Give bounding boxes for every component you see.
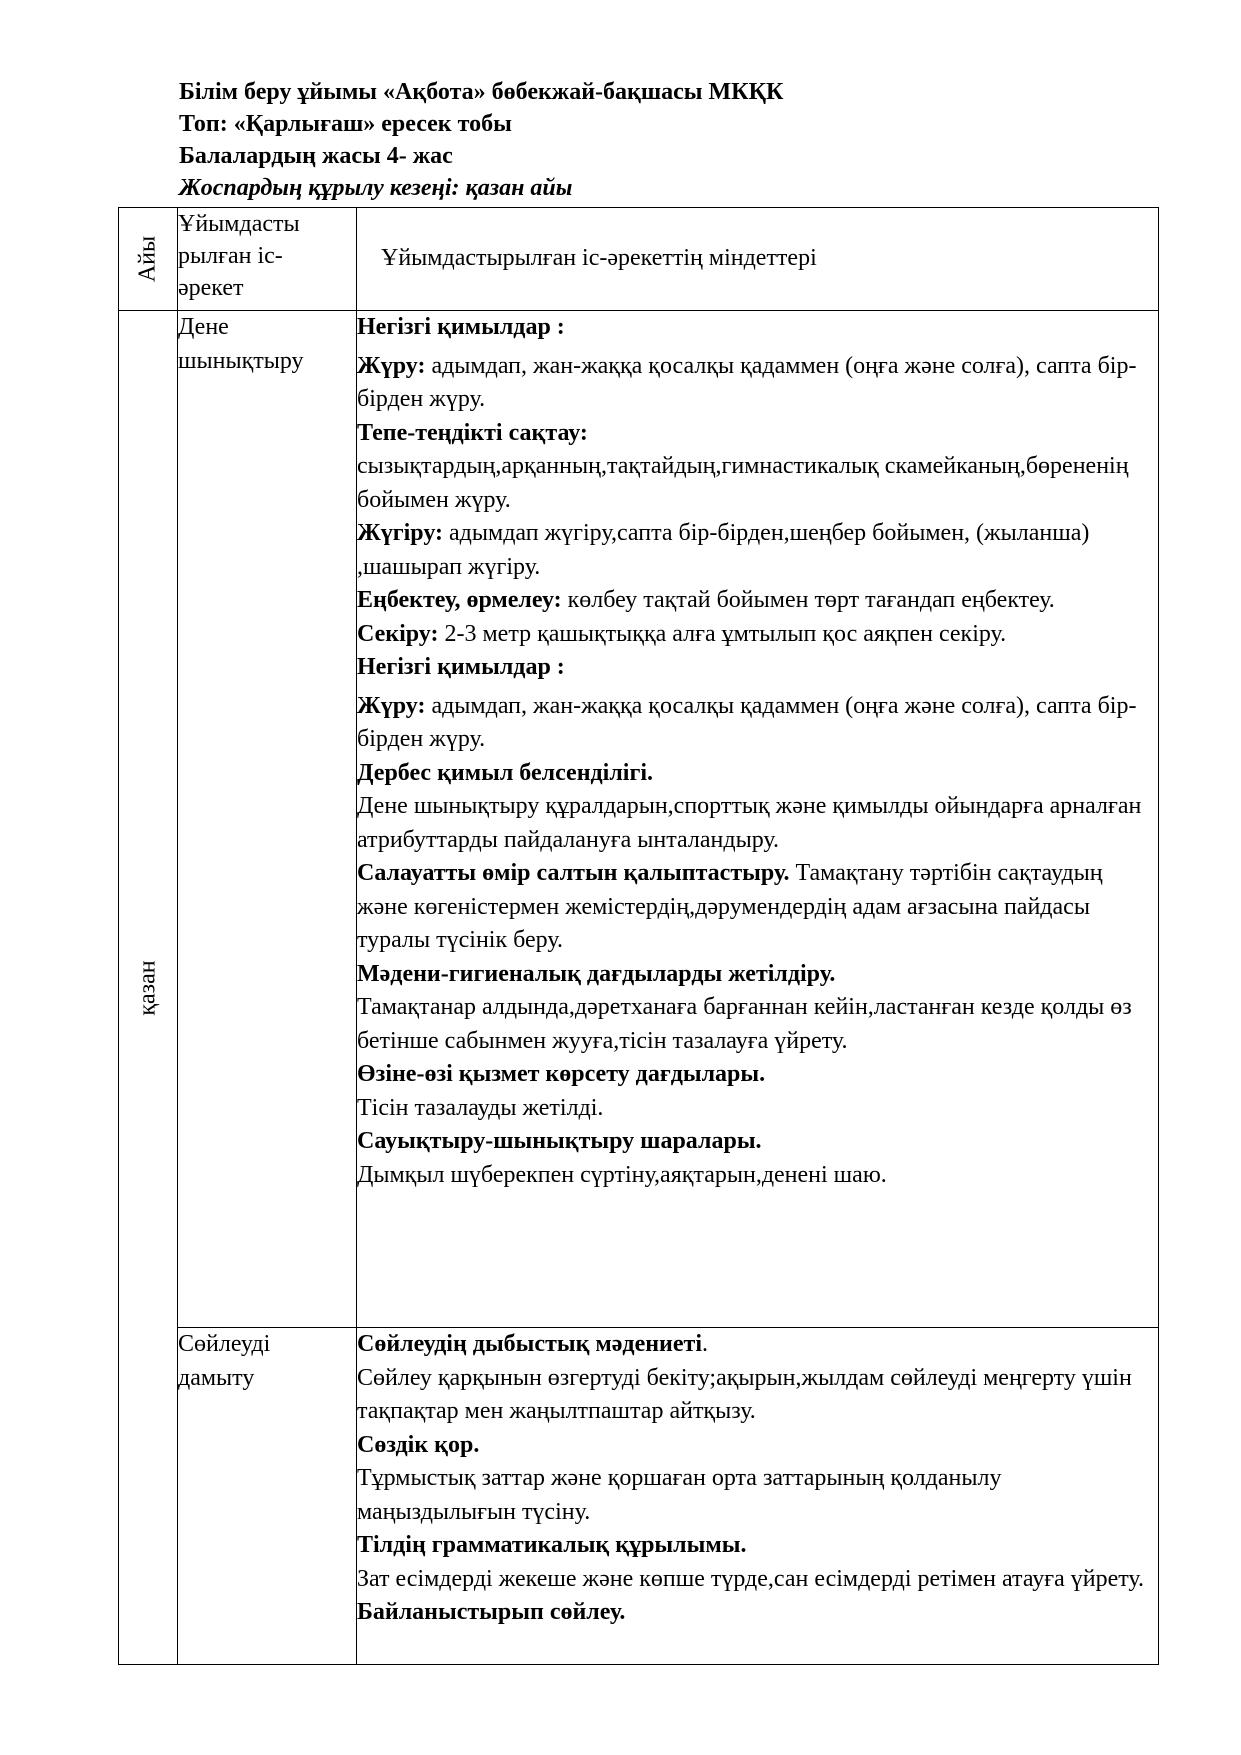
task-paragraph — [357, 584, 1158, 618]
section-heading: Мәдени-гигиеналық дағдыларды жетілдіру. — [357, 960, 836, 987]
task-text: Дене шынықтыру құралдарын,спорттық және қимылды ойындарға арналған атрибуттарды пайдалануға ынталандыру. — [357, 793, 1142, 853]
task-text: Дымқыл шүберекпен сүртіну,аяқтарын,денені шаю. — [357, 1161, 887, 1188]
section-heading: Дербес қимыл белсенділігі. — [357, 759, 654, 786]
document-header — [179, 76, 1179, 204]
task-text: Тамақтану тәртібін сақтаудың және көгеністермен жемістердің,дәрумендердің адам ағзасына пайдасы туралы түсінік беру. — [357, 860, 1103, 953]
task-label: Жүру: — [357, 692, 426, 719]
month-column-header — [119, 208, 178, 311]
activity-header-line: рылған іс- — [178, 243, 283, 269]
activity-name-line: шынықтыру — [178, 347, 304, 374]
table-row — [119, 1328, 1159, 1665]
task-label: Секіру: — [357, 620, 439, 647]
task-text: Тұрмыстық заттар және қоршаған орта заттарының қолданылу маңыздылығын түсіну. — [357, 1465, 1002, 1525]
group-line: Топ: «Қарлығаш» ересек тобы — [179, 111, 512, 137]
activity-name-line: Дене — [178, 314, 229, 340]
section-heading: Негізгі қимылдар : — [357, 654, 565, 680]
period-line: Жоспардың құрылу кезеңі: қазан айы — [179, 175, 573, 201]
section-heading: Өзіне-өзі қызмет көрсету дағдылары. — [357, 1061, 766, 1087]
task-text: 2-3 метр қашықтыққа алға ұмтылып қос аяқпен секіру. — [438, 620, 1007, 647]
task-text: адымдап, жан-жаққа қосалқы қадаммен (оңға және солға), сапта бір-бірден жүру. — [357, 692, 1137, 752]
age-line: Балалардың жасы 4- жас — [179, 143, 453, 169]
table-row — [119, 311, 1159, 1328]
section-heading: Байланыстырып сөйлеу. — [357, 1599, 626, 1625]
section-heading: Сауықтыру-шынықтыру шаралары. — [357, 1128, 762, 1154]
task-text: адымдап, жан-жаққа қосалқы қадаммен (оңға және солға), сапта бір-бірден жүру. — [357, 352, 1137, 412]
activity-name-line: Сөйлеуді — [178, 1331, 271, 1357]
month-label: қазан — [134, 959, 161, 1016]
task-text: сызықтардың,арқанның,тақтайдың,гимнастикалық скамейканың,бөрененің бойымен жүру. — [357, 453, 1129, 513]
tasks-cell — [357, 1328, 1159, 1665]
task-label: Салауатты өмір салтын қалыптастыру. — [357, 860, 790, 886]
task-label: Еңбектеу, өрмелеу: — [357, 587, 562, 613]
activity-header-line: әрекет — [178, 275, 244, 301]
section-heading: Сөздік қор. — [357, 1431, 480, 1458]
tasks-cell — [357, 311, 1159, 1328]
heading-dot: . — [702, 1331, 708, 1357]
section-heading: Сөйлеудің дыбыстық мәдениеті — [357, 1331, 702, 1357]
task-paragraph — [357, 517, 1158, 584]
task-paragraph — [357, 1328, 1158, 1362]
activity-name — [178, 311, 357, 1328]
table-header-row — [119, 208, 1159, 311]
task-text: Тісін тазалауды жетілді. — [357, 1094, 604, 1121]
task-text: көлбеу тақтай бойымен төрт тағандап еңбектеу. — [561, 587, 1055, 613]
task-label: Жүру: — [357, 352, 426, 379]
activity-name-line: дамыту — [178, 1364, 255, 1391]
tasks-column-header: Ұйымдастырылған іс-әрекеттің міндеттері — [357, 208, 1159, 311]
task-text: адымдап жүгіру,сапта бір-бірден,шеңбер бойымен, (жыланша) ,шашырап жүгіру. — [357, 520, 1090, 580]
organization-line: Білім беру ұйымы «Ақбота» бөбекжай-бақшасы МКҚК — [179, 79, 784, 105]
task-text: Тамақтанар алдында,дәретханаға барғаннан кейін,ластанған кезде қолды өз бетінше сабынмен жууға,тісін тазалауға үйрету. — [357, 994, 1132, 1054]
task-label: Жүгіру: — [357, 520, 444, 546]
task-text: Сөйлеу қарқынын өзгертуді бекіту;ақырын,жылдам сөйлеуді меңгерту үшін тақпақтар мен жаңылтпаштар айтқызу. — [357, 1364, 1132, 1424]
section-heading: Тепе-теңдікті сақтау: — [357, 419, 588, 446]
task-text: Зат есімдерді жекеше және көпше түрде,сан есімдерді ретімен атауға үйрету. — [357, 1565, 1145, 1592]
plan-table — [118, 207, 1159, 1665]
activity-header-line: Ұйымдасты — [178, 211, 300, 237]
task-paragraph — [357, 350, 1158, 417]
activity-name — [178, 1328, 357, 1665]
task-paragraph — [357, 690, 1158, 757]
task-paragraph — [357, 857, 1158, 958]
month-column-label: Айы — [134, 235, 161, 283]
activity-column-header — [178, 208, 357, 311]
section-heading: Тілдің грамматикалық құрылымы. — [357, 1532, 747, 1558]
task-paragraph — [357, 618, 1158, 652]
month-cell — [119, 311, 178, 1665]
section-heading: Негізгі қимылдар : — [357, 314, 565, 340]
